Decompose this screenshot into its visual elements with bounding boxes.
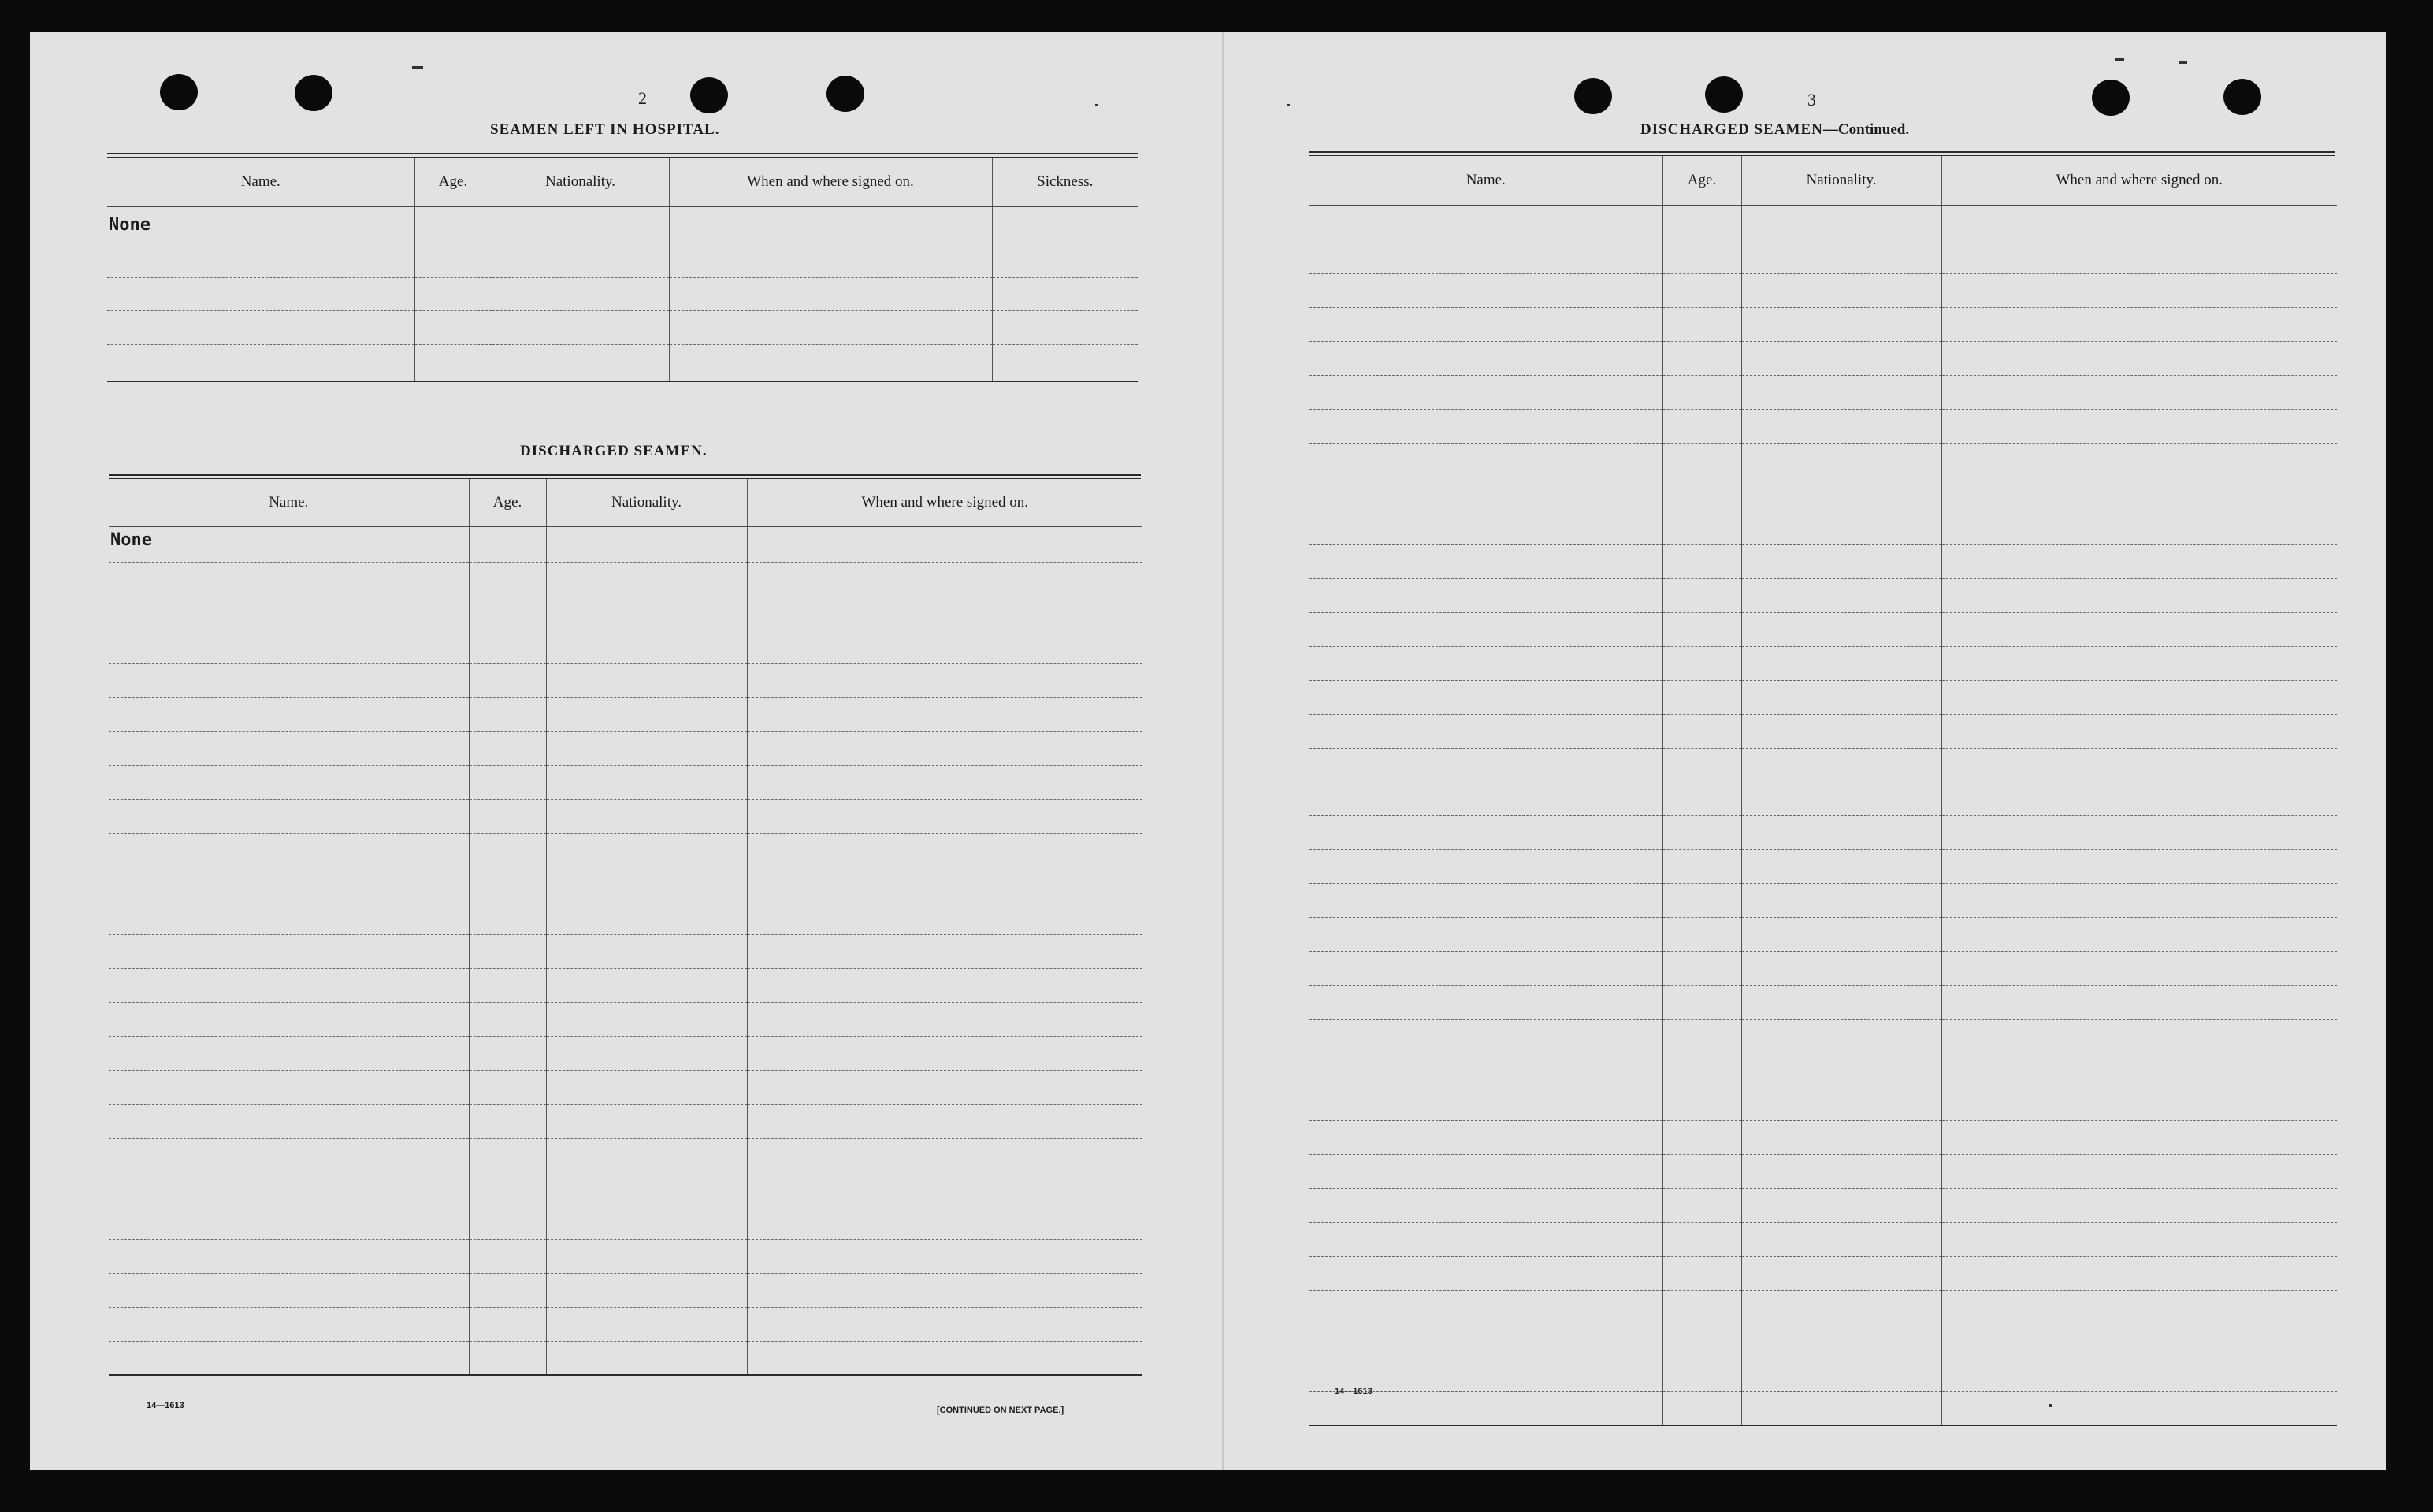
col-header-age: Age.	[469, 479, 546, 526]
title-suffix: —Continued.	[1822, 121, 1910, 138]
table-row	[1309, 511, 2337, 544]
table-row	[109, 731, 1142, 765]
table-row	[109, 968, 1142, 1002]
table-row	[1309, 782, 2337, 815]
table-row	[1309, 273, 2337, 307]
table-row	[109, 833, 1142, 867]
table-row	[109, 1341, 1142, 1375]
entry-name: None	[109, 526, 469, 562]
table-row	[1309, 1256, 2337, 1290]
table-row	[109, 526, 1142, 562]
table-row	[1309, 544, 2337, 578]
table-row	[109, 799, 1142, 833]
ink-mark	[1287, 104, 1290, 106]
table-row	[1309, 1391, 2337, 1425]
table-row	[1309, 443, 2337, 477]
table-row	[107, 243, 1138, 277]
hospital-section-title: SEAMEN LEFT IN HOSPITAL.	[490, 121, 720, 138]
col-header-signed-on: When and where signed on.	[747, 479, 1142, 526]
discharged-continued-title	[1640, 121, 1909, 139]
table-row	[1309, 1154, 2337, 1188]
table-row	[109, 1307, 1142, 1341]
table-row	[1309, 985, 2337, 1019]
table-row	[1309, 815, 2337, 849]
table-row	[109, 1172, 1142, 1206]
table-row	[1309, 917, 2337, 951]
discharged-table	[109, 479, 1142, 1376]
table-row	[1309, 714, 2337, 748]
ink-mark	[412, 66, 423, 69]
form-number: 14—1613	[1335, 1387, 1373, 1396]
table-row	[1309, 1358, 2337, 1391]
table-row	[109, 1273, 1142, 1307]
table-row	[107, 277, 1138, 310]
discharged-continued-table	[1309, 156, 2337, 1426]
table-row	[107, 206, 1138, 243]
discharged-section-title: DISCHARGED SEAMEN.	[520, 443, 708, 459]
table-row	[1309, 409, 2337, 443]
table-row	[107, 344, 1138, 381]
table-row	[1309, 1222, 2337, 1256]
table-row	[1309, 1019, 2337, 1053]
ink-mark	[2049, 1404, 2052, 1407]
col-header-signed-on: When and where signed on.	[669, 158, 992, 206]
table-row	[1309, 240, 2337, 273]
table-row	[1309, 1087, 2337, 1120]
ink-mark	[2115, 58, 2124, 61]
page-number: 2	[638, 88, 648, 108]
ink-mark	[1095, 104, 1098, 106]
table-row	[109, 562, 1142, 596]
table-row	[1309, 1324, 2337, 1358]
table-row	[109, 630, 1142, 663]
table-row	[109, 901, 1142, 934]
table-row	[109, 1239, 1142, 1273]
table-row	[109, 867, 1142, 901]
page-number: 3	[1807, 90, 1817, 110]
col-header-age: Age.	[1662, 156, 1741, 205]
col-header-name: Name.	[109, 479, 469, 526]
col-header-nationality: Nationality.	[1741, 156, 1941, 205]
hospital-table	[107, 158, 1138, 382]
entry-name: None	[107, 206, 414, 243]
table-row	[1309, 205, 2337, 240]
table-row	[109, 663, 1142, 697]
table-row	[109, 1036, 1142, 1070]
table-row	[107, 310, 1138, 344]
table-row	[1309, 307, 2337, 341]
document-sheet	[30, 32, 2386, 1470]
continued-note: [CONTINUED ON NEXT PAGE.]	[937, 1406, 1064, 1415]
table-row	[1309, 680, 2337, 714]
table-row	[1309, 748, 2337, 782]
col-header-nationality: Nationality.	[546, 479, 747, 526]
table-row	[109, 1002, 1142, 1036]
table-row	[1309, 1120, 2337, 1154]
table-row	[1309, 375, 2337, 409]
table-row	[1309, 477, 2337, 511]
col-header-name: Name.	[1309, 156, 1662, 205]
col-header-sickness: Sickness.	[992, 158, 1138, 206]
left-page	[30, 32, 1222, 1470]
table-row	[1309, 1053, 2337, 1087]
col-header-name: Name.	[107, 158, 414, 206]
table-row	[109, 765, 1142, 799]
table-row	[1309, 883, 2337, 917]
table-row	[1309, 849, 2337, 883]
ink-mark	[2179, 61, 2187, 64]
table-row	[1309, 951, 2337, 985]
table-row	[1309, 1290, 2337, 1324]
table-row	[109, 596, 1142, 630]
table-row	[1309, 578, 2337, 612]
col-header-nationality: Nationality.	[492, 158, 669, 206]
title-main: DISCHARGED SEAMEN	[1640, 121, 1823, 138]
col-header-age: Age.	[414, 158, 492, 206]
table-row	[1309, 646, 2337, 680]
table-row	[1309, 1188, 2337, 1222]
table-row	[109, 1104, 1142, 1138]
form-number: 14—1613	[147, 1401, 184, 1410]
table-row	[1309, 341, 2337, 375]
table-row	[109, 1206, 1142, 1239]
col-header-signed-on: When and where signed on.	[1941, 156, 2337, 205]
table-row	[1309, 612, 2337, 646]
right-page	[1224, 32, 2386, 1470]
table-row	[109, 697, 1142, 731]
table-row	[109, 1138, 1142, 1172]
table-row	[109, 1070, 1142, 1104]
table-row	[109, 934, 1142, 968]
